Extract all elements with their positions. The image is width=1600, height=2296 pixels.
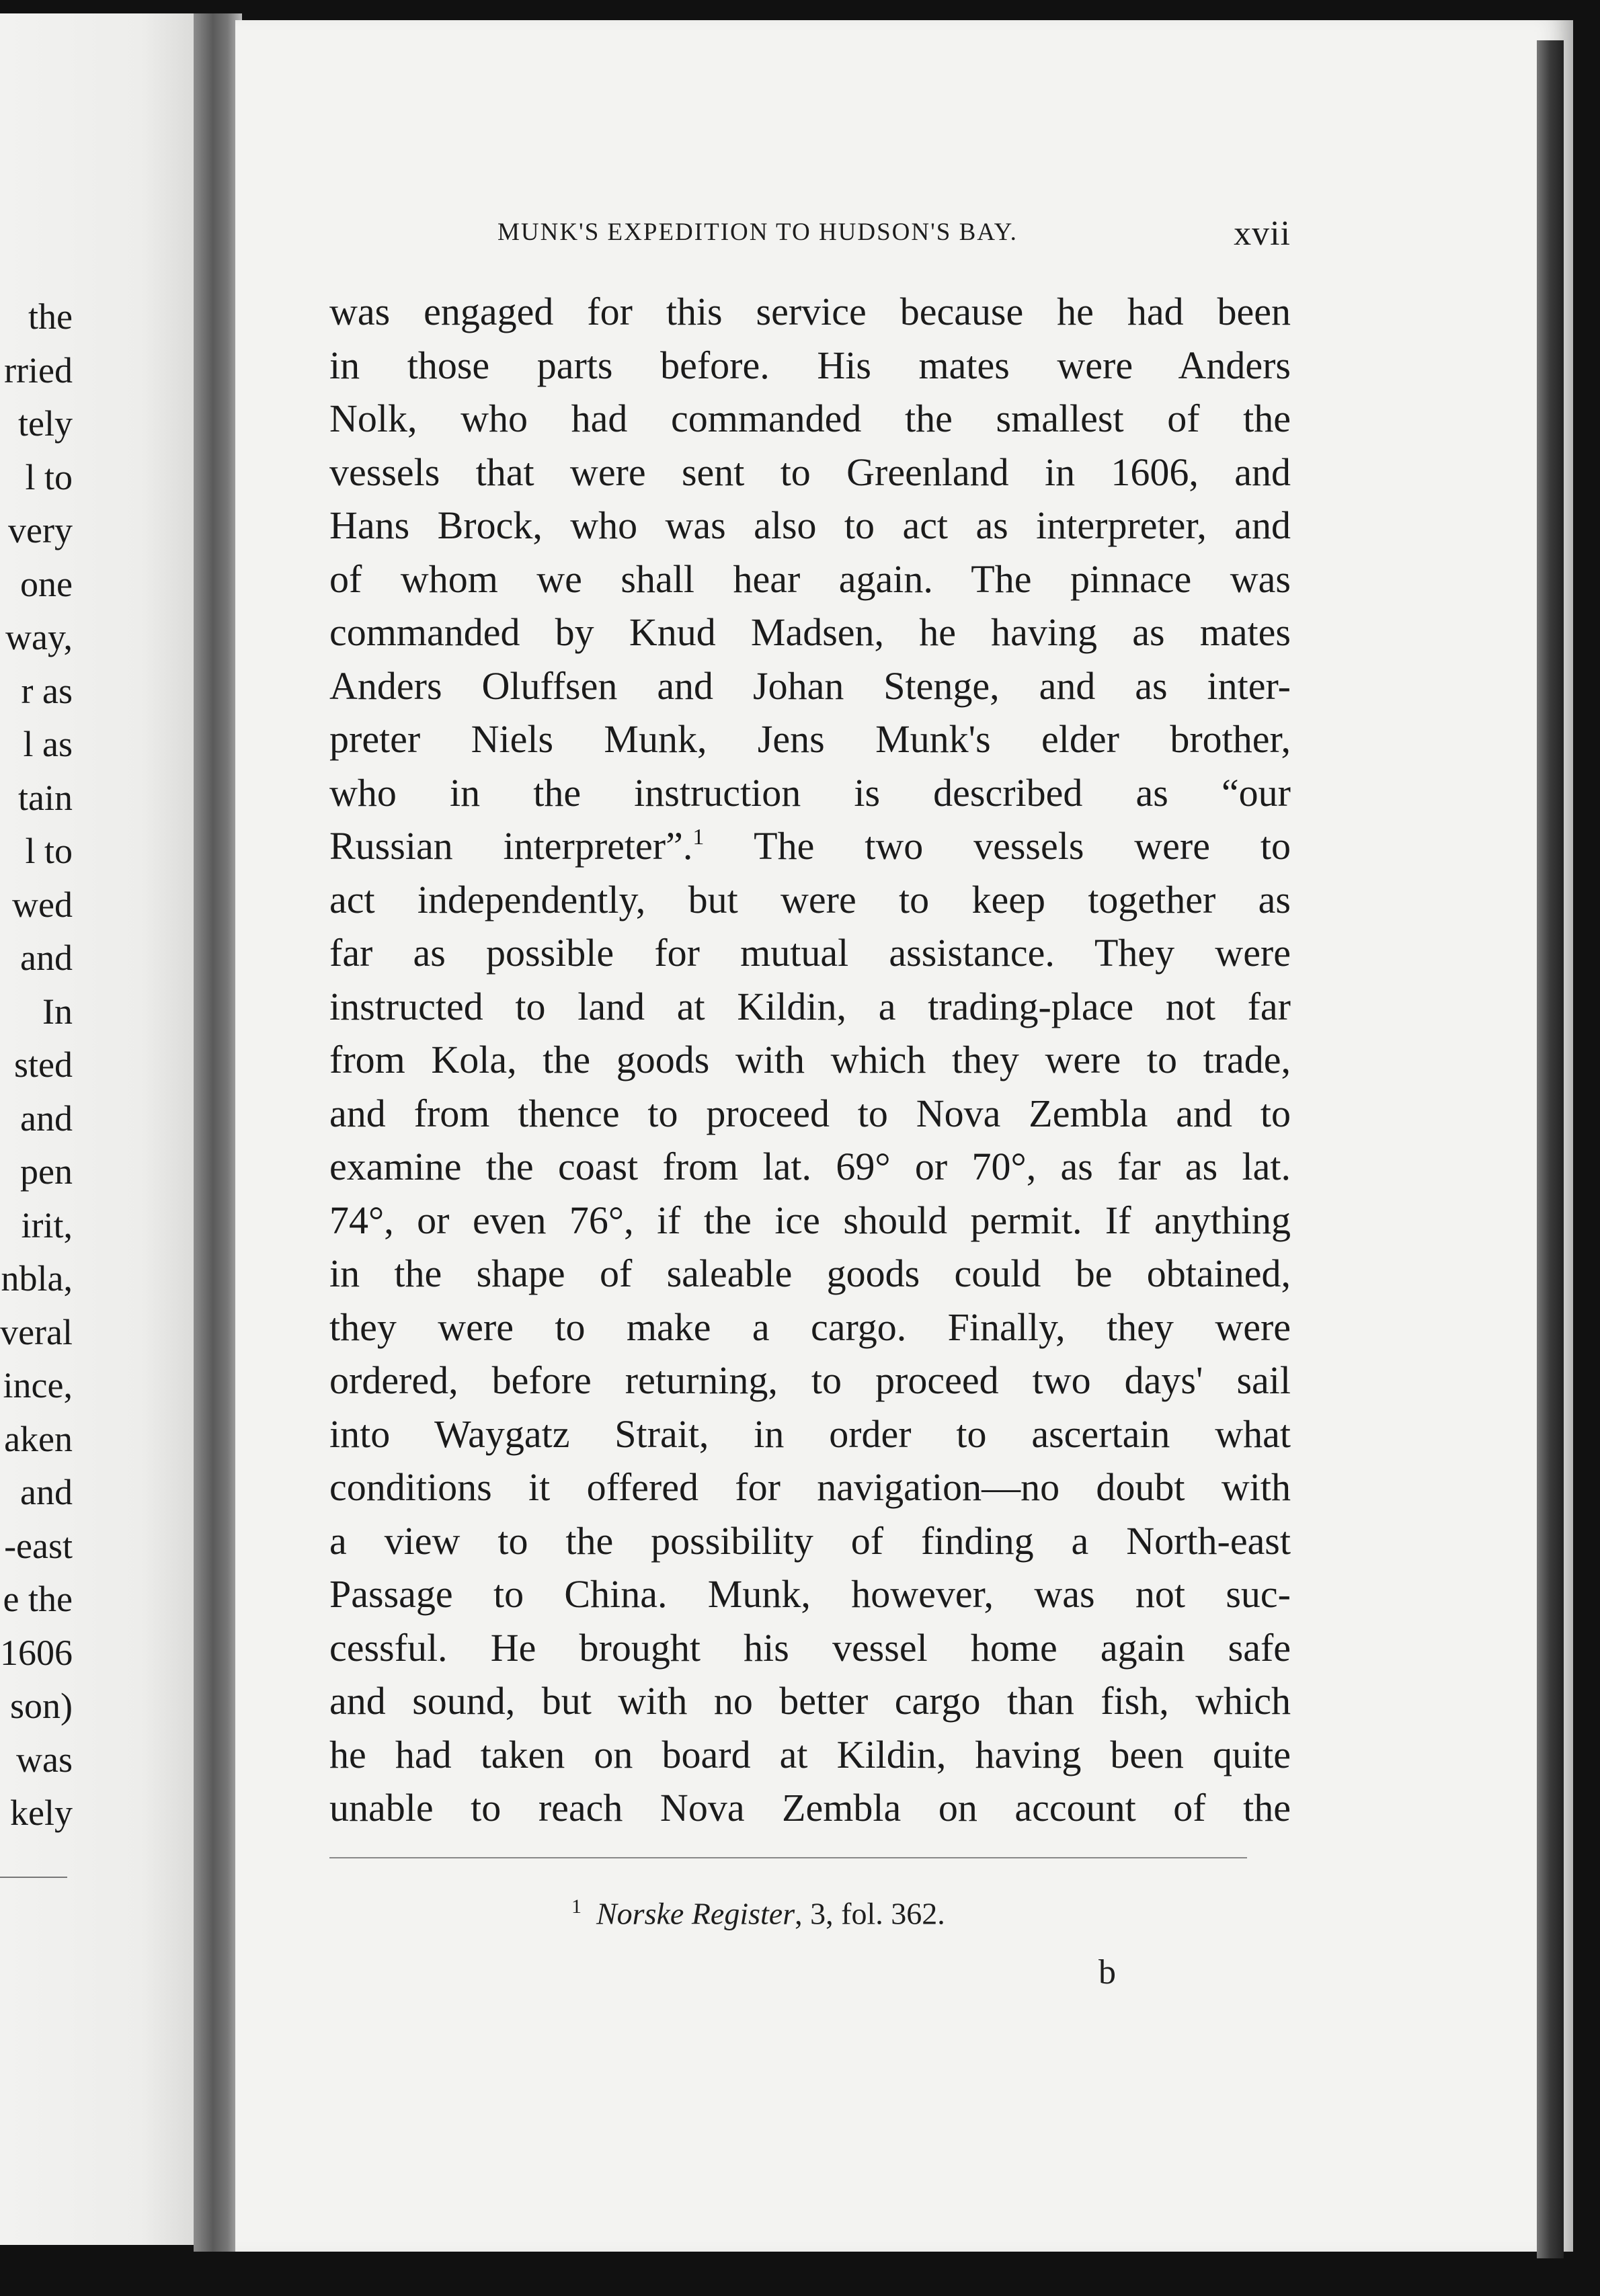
left-line: e the xyxy=(3,1579,73,1619)
page-edge-shadow xyxy=(1537,40,1564,2258)
text-line: of whom we shall hear again. The pinnace was xyxy=(329,557,1291,601)
text-line: a view to the possibility of finding a North-east xyxy=(329,1518,1291,1563)
left-line: nbla, xyxy=(1,1258,73,1299)
text-line: 74°, or even 76°, if the ice should permit. If anything xyxy=(329,1198,1291,1242)
left-line: wed xyxy=(12,884,73,925)
footnote-reference-text: , 3, fol. 362. xyxy=(795,1896,945,1931)
text-line: cessful. He brought his vessel home again safe xyxy=(329,1625,1291,1670)
body-text xyxy=(329,285,1291,1835)
left-line: way, xyxy=(5,617,73,657)
left-line: irit, xyxy=(21,1204,73,1245)
left-line: l to xyxy=(25,456,73,497)
left-line: son) xyxy=(10,1686,73,1726)
left-line: the xyxy=(28,296,73,337)
text-line: examine the coast from lat. 69° or 70°, as far as lat. xyxy=(329,1145,1291,1188)
left-line: tain xyxy=(18,777,73,818)
text-line: ordered, before returning, to proceed two days' sail xyxy=(329,1358,1291,1402)
left-line: -east xyxy=(4,1525,73,1566)
left-line: sted xyxy=(14,1044,73,1085)
footnote-marker: 1 xyxy=(571,1895,582,1918)
text-line: he had taken on board at Kildin, having been quite xyxy=(329,1732,1291,1776)
text-line: from Kola, the goods with which they were to trade, xyxy=(329,1038,1291,1081)
text-line: in those parts before. His mates were Anders xyxy=(329,343,1291,387)
text-fragment: Russian interpreter”. xyxy=(329,824,693,868)
text-line: Nolk, who had commanded the smallest of the xyxy=(329,397,1291,440)
left-line: l to xyxy=(25,831,73,871)
text-line: and sound, but with no better cargo than fish, which xyxy=(329,1679,1291,1723)
footnote-rule xyxy=(329,1857,1247,1858)
left-line: was xyxy=(16,1739,73,1780)
text-line-with-footnote xyxy=(329,819,1291,873)
text-line: Anders Oluffsen and Johan Stenge, and as inter- xyxy=(329,663,1291,708)
footnote-reference: 1 xyxy=(692,825,705,850)
running-head: MUNK'S EXPEDITION TO HUDSON'S BAY. xyxy=(497,218,1018,246)
text-line: they were to make a cargo. Finally, they were xyxy=(329,1305,1291,1349)
left-line: tely xyxy=(18,403,73,444)
left-line: one xyxy=(20,563,73,604)
left-line: kely xyxy=(10,1793,73,1833)
text-line: far as possible for mutual assistance. They were xyxy=(329,931,1291,975)
text-line: was engaged for this service because he had been xyxy=(329,290,1291,333)
text-line: Hans Brock, who was also to act as interpreter, and xyxy=(329,503,1291,547)
text-line: and from thence to proceed to Nova Zembla and to xyxy=(329,1091,1291,1135)
left-line: veral xyxy=(0,1311,73,1352)
left-line: r as xyxy=(21,670,73,711)
left-line: very xyxy=(8,510,73,550)
left-line: pen xyxy=(20,1151,73,1192)
left-line: aken xyxy=(4,1418,73,1459)
text-line: act independently, but were to keep together as xyxy=(329,877,1291,921)
text-fragment: The two vessels were to xyxy=(704,824,1291,868)
left-line: ince, xyxy=(3,1365,73,1405)
text-line: commanded by Knud Madsen, he having as mates xyxy=(329,610,1291,654)
text-line: unable to reach Nova Zembla on account of the xyxy=(329,1786,1291,1830)
text-line: Passage to China. Munk, however, was not suc- xyxy=(329,1572,1291,1616)
footnote xyxy=(571,1895,945,1931)
text-line: preter Niels Munk, Jens Munk's elder brother, xyxy=(329,717,1291,761)
page-header xyxy=(497,214,1291,261)
page-number: xvii xyxy=(1234,214,1291,253)
signature-mark: b xyxy=(1098,1953,1116,1992)
left-page-text xyxy=(0,290,73,1840)
left-line: l as xyxy=(23,724,73,764)
left-line: and xyxy=(20,1472,73,1512)
left-page xyxy=(0,13,202,2245)
text-line: who in the instruction is described as “our xyxy=(329,770,1291,815)
text-line: into Waygatz Strait, in order to ascertain what xyxy=(329,1411,1291,1456)
footnote-source: Norske Register xyxy=(596,1896,795,1931)
left-footnote-rule xyxy=(0,1877,67,1878)
text-line: vessels that were sent to Greenland in 1606, and xyxy=(329,450,1291,494)
left-line: 1606 xyxy=(0,1632,73,1673)
left-line: and xyxy=(20,938,73,978)
left-line: rried xyxy=(4,350,73,391)
left-line: and xyxy=(20,1098,73,1139)
left-line: In xyxy=(42,991,73,1032)
text-line: instructed to land at Kildin, a trading-place not far xyxy=(329,984,1291,1028)
text-line: in the shape of saleable goods could be obtained, xyxy=(329,1252,1291,1295)
text-line: conditions it offered for navigation—no doubt with xyxy=(329,1465,1291,1509)
